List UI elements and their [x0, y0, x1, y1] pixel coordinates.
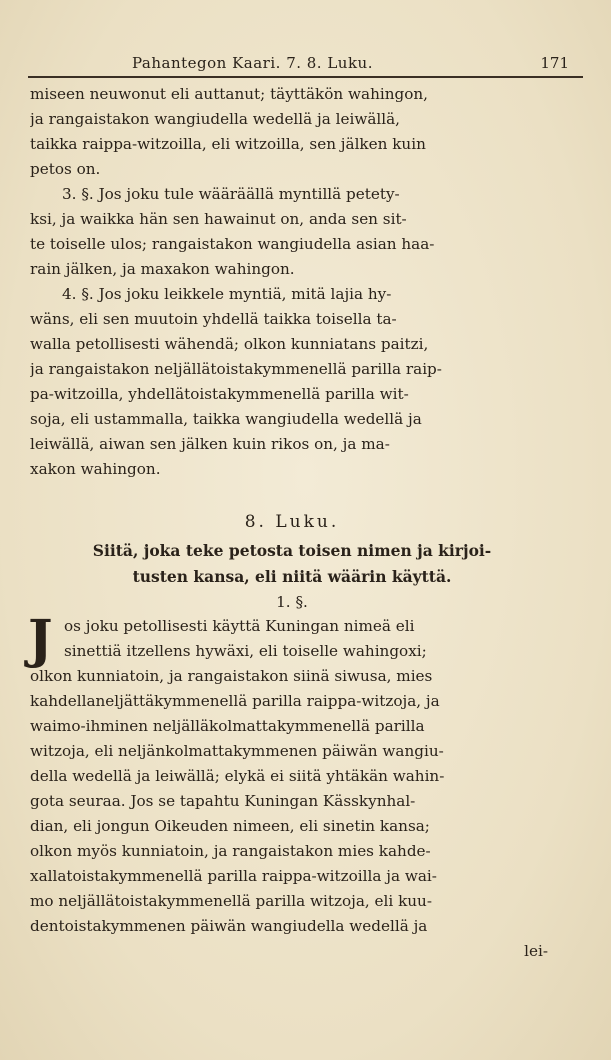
text-line: sinettiä itzellens hywäxi, eli toiselle wahingoxi;: [64, 642, 427, 660]
text-line: dentoistakymmenen päiwän wangiudella wedellä ja: [30, 917, 428, 935]
chapter-title-line: Siitä, joka teke petosta toisen nimen ja kirjoi-: [92, 541, 492, 560]
paragraph-4: [30, 282, 554, 482]
text-line: witzoja, eli neljänkolmattakymmenen päiwän wangiu-: [30, 742, 444, 760]
text-line: soja, eli ustammalla, taikka wangiudella wedellä ja: [30, 410, 422, 428]
text-line: mo neljällätoistakymmenellä parilla witzoja, eli kuu-: [30, 892, 432, 910]
text-line: 4. §. Jos joku leikkele myntiä, mitä lajia hy-: [62, 285, 392, 303]
text-line: olkon myös kunniatoin, ja rangaistakon mies kahde-: [30, 842, 431, 860]
running-title: Pahantegon Kaari. 7. 8. Luku.: [132, 54, 373, 72]
text-line: os joku petollisesti käyttä Kuningan nimeä eli: [64, 617, 415, 635]
catchword: lei-: [524, 942, 548, 960]
text-line: olkon kunniatoin, ja rangaistakon siinä siwusa, mies: [30, 667, 433, 685]
text-line: taikka raippa-witzoilla, eli witzoilla, sen jälken kuin: [30, 135, 426, 153]
text-line: waimo-ihminen neljälläkolmattakymmenellä parilla: [30, 717, 425, 735]
section-number: 1. §.: [276, 593, 308, 611]
section7-continuation: [30, 82, 554, 182]
text-line: ja rangaistakon neljällätoistakymmenellä parilla raip-: [30, 360, 442, 378]
page-number: 171: [540, 54, 569, 72]
paragraph-1: [28, 609, 554, 964]
text-line: dian, eli jongun Oikeuden nimeen, eli sinetin kansa;: [30, 817, 430, 835]
text-line: wäns, eli sen muutoin yhdellä taikka toisella ta-: [30, 310, 397, 328]
page-body: [30, 82, 554, 964]
text-line: della wedellä ja leiwällä; elykä ei siitä yhtäkän wahin-: [30, 767, 445, 785]
text-line: xallatoistakymmenellä parilla raippa-witzoilla ja wai-: [30, 867, 437, 885]
text-line: leiwällä, aiwan sen jälken kuin rikos on, ja ma-: [30, 435, 390, 453]
text-line: petos on.: [30, 160, 101, 178]
text-line: rain jälken, ja maxakon wahingon.: [30, 260, 295, 278]
text-line: walla petollisesti wähendä; olkon kunniatans paitzi,: [30, 335, 429, 353]
text-line: gota seuraa. Jos se tapahtu Kuningan Kässkynhal-: [30, 792, 416, 810]
chapter-heading: 8. Luku.: [244, 512, 340, 532]
paragraph-3: [30, 182, 554, 282]
text-line: xakon wahingon.: [30, 460, 161, 478]
drop-cap: J: [28, 609, 53, 670]
text-line: 3. §. Jos joku tule wääräällä myntillä petety-: [62, 185, 400, 203]
text-line: te toiselle ulos; rangaistakon wangiudella asian haa-: [30, 235, 435, 253]
running-header: [28, 52, 583, 78]
text-line: miseen neuwonut eli auttanut; täyttäkön wahingon,: [30, 85, 428, 103]
chapter-title-line: tusten kansa, eli niitä wäärin käyttä.: [132, 567, 452, 586]
text-line: kahdellaneljättäkymmenellä parilla raippa-witzoja, ja: [30, 692, 440, 710]
text-line: ksi, ja waikka hän sen hawainut on, anda sen sit-: [30, 210, 407, 228]
text-line: ja rangaistakon wangiudella wedellä ja leiwällä,: [30, 110, 400, 128]
text-line: pa-witzoilla, yhdellätoistakymmenellä parilla wit-: [30, 385, 409, 403]
